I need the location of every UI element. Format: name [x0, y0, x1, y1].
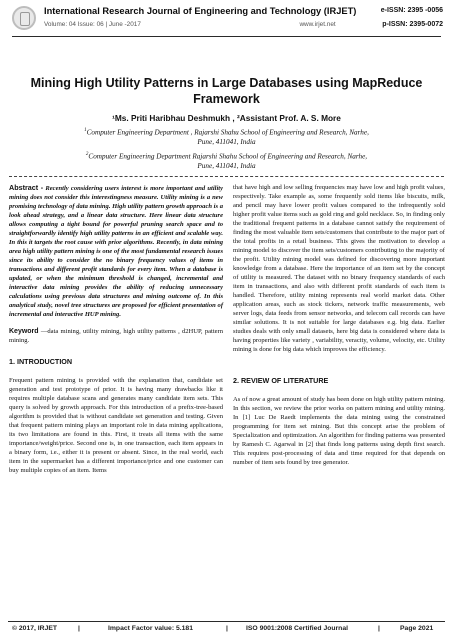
abstract-text: Recently considering users interest is more important and utility mining does not consider this interestingness measure. Utility mining is a new promising technology of data mining. High utility pattern growth approach is a look ahead strategy, and a linear data structure. Here linear data structure allows computing a tight bound for powerful pruning search space and to straightforwardly identify high utility patterns in an efficient and scalable way. In this it targets the root cause with prior algorithms. Recently, in data mining area high utility pattern mining is one of the most fundamental research issues since its ability to consider the no binary frequency values of items in transactions and different profit standards for every item. When a database is updated, or when the minimum threshold is changed, incremental and interactive data mining provides the ability of reducing unnecessary calculations using previous data structures and mining outcome of. In this analytical study, novel tree structures are proposed for efficient presentation of incremental and interactive HUP mining.: [9, 185, 223, 318]
intro-text: Frequent pattern mining is provided with the explanation that, candidate set generation and test prototype of prior. It is having many drawbacks like it requires multiple database scans and generates many candidate item sets. This query is solved by growth approach. For this introduction of a prefix-tree-based algorithm is provided that is without candidate set generation and testing. Given that frequent pattern mining plays an important role in data mining applications, its two limitations are found in this. First, it treats all items with the same importance/weight/price. Second one is, in one transaction, each item appears in a binary form, i.e., either it is present or absent. Since, in the real world, each item in the supermarket has a different importance/price and one customer can buy multiple copies of an item. Items: [9, 377, 223, 474]
footer-iso: ISO 9001:2008 Certified Journal: [246, 625, 348, 632]
page-footer: [8, 621, 445, 636]
footer-divider-1: |: [78, 625, 80, 632]
website-link[interactable]: www.irjet.net: [299, 21, 336, 28]
header-rule: [12, 36, 441, 37]
affiliation-2-line1: Computer Engineering Department Rajarshi Shahu School of Engineering and Research, Narhe,: [88, 152, 368, 161]
abstract: [9, 183, 223, 319]
keywords-label: Keyword: [9, 328, 39, 335]
footer-divider-2: |: [226, 625, 228, 632]
abstract-label: Abstract -: [9, 183, 44, 192]
footer-copyright: © 2017, IRJET: [12, 625, 58, 632]
affiliation-2-line2: Pune, 411041, India: [197, 161, 256, 170]
paper-authors: ¹Ms. Priti Haribhau Deshmukh , ²Assistant Prof. A. S. More: [112, 113, 341, 123]
affiliation-1-sup: 1: [84, 128, 87, 133]
left-column: [9, 183, 223, 475]
eissn: e-ISSN: 2395 -0056: [380, 7, 443, 14]
section-separator: [9, 176, 444, 177]
volume-text: Volume: 04 Issue: 06 | June -2017: [44, 21, 141, 28]
keywords-text: —data mining, utility mining, high utility patterns , d2HUP, pattern mining.: [9, 328, 223, 344]
volume-line: [44, 21, 336, 28]
journal-header: [0, 0, 453, 46]
right-column: [233, 183, 445, 467]
literature-heading: 2. REVIEW OF LITERATURE: [233, 376, 329, 385]
affiliation-2-sup: 2: [85, 152, 89, 157]
keywords: [9, 327, 223, 345]
affiliation-1: [20, 126, 433, 147]
journal-title: International Research Journal of Engineering and Technology (IRJET): [44, 6, 357, 16]
paper-title: Mining High Utility Patterns in Large Databases using MapReduce Framework: [30, 76, 423, 106]
footer-divider-3: |: [378, 625, 380, 632]
intro-heading: 1. INTRODUCTION: [9, 357, 73, 366]
affiliation-2: [20, 150, 433, 171]
footer-page: Page 2021: [400, 625, 434, 632]
intro-continued-text: that have high and low selling frequencies may have low and high profit values, respectively. Take example as, some frequently sold items like biscuits, milk, and pencil may have lower profit values compared to the infrequently sold higher profit value items such as gold ring and gold necklace. So, in finding only the traditional frequent patterns in a database cannot satisfy the requirement of finding the most valuable item sets/customers that contribute to the major part of the total profits in a retail business. This gives the motivation to develop a mining model to discover the item sets/customers contributing to the majority of the profit. Utility mining model was defined for discovering more important knowledge from a database. Here the importance of an item set by the concept of utility is measured. The dataset with no binary frequency standards of each item in transactions, and also with different profit standards of each item is handled. Therefore, utility mining represents real world market data. Other application areas, such as stock tickers, network traffic measurements, web server logs, data feeds from sensor networks, and telecom call records can have similar solutions. It is not suitable for large databases e.g. big data. Earlier studies deals with only small datasets, here big data is considered where data is having properties like variety , variability, veracity, volume, velocity, etc. Utility mining is done for big data which improves the efficiency.: [233, 184, 446, 353]
affiliation-1-line1: Computer Engineering Department , Rajarshi Shahu School of Engineering and Research, Narhe,: [86, 128, 369, 137]
literature-text: As of now a great amount of study has been done on high utility pattern mining. In this section, we review the prior works on pattern mining and utility mining. In [1] Luc De Raedt implements the data mining using the constrained programming for item set mining. But this concept arise the problem of Specialization and optimization. An algorithm for finding patterns was presented by Ramesh C. Agarwal in [2] that finds long patterns using depth first search. This requires post-processing of data and time required for that depends on number of item sets found by tree generator.: [233, 396, 445, 466]
pissn: p-ISSN: 2395-0072: [382, 21, 443, 28]
footer-impact: Impact Factor value: 5.181: [108, 625, 193, 632]
irjet-logo-icon: [12, 6, 36, 30]
affiliation-1-line2: Pune, 411041, India: [197, 137, 256, 146]
